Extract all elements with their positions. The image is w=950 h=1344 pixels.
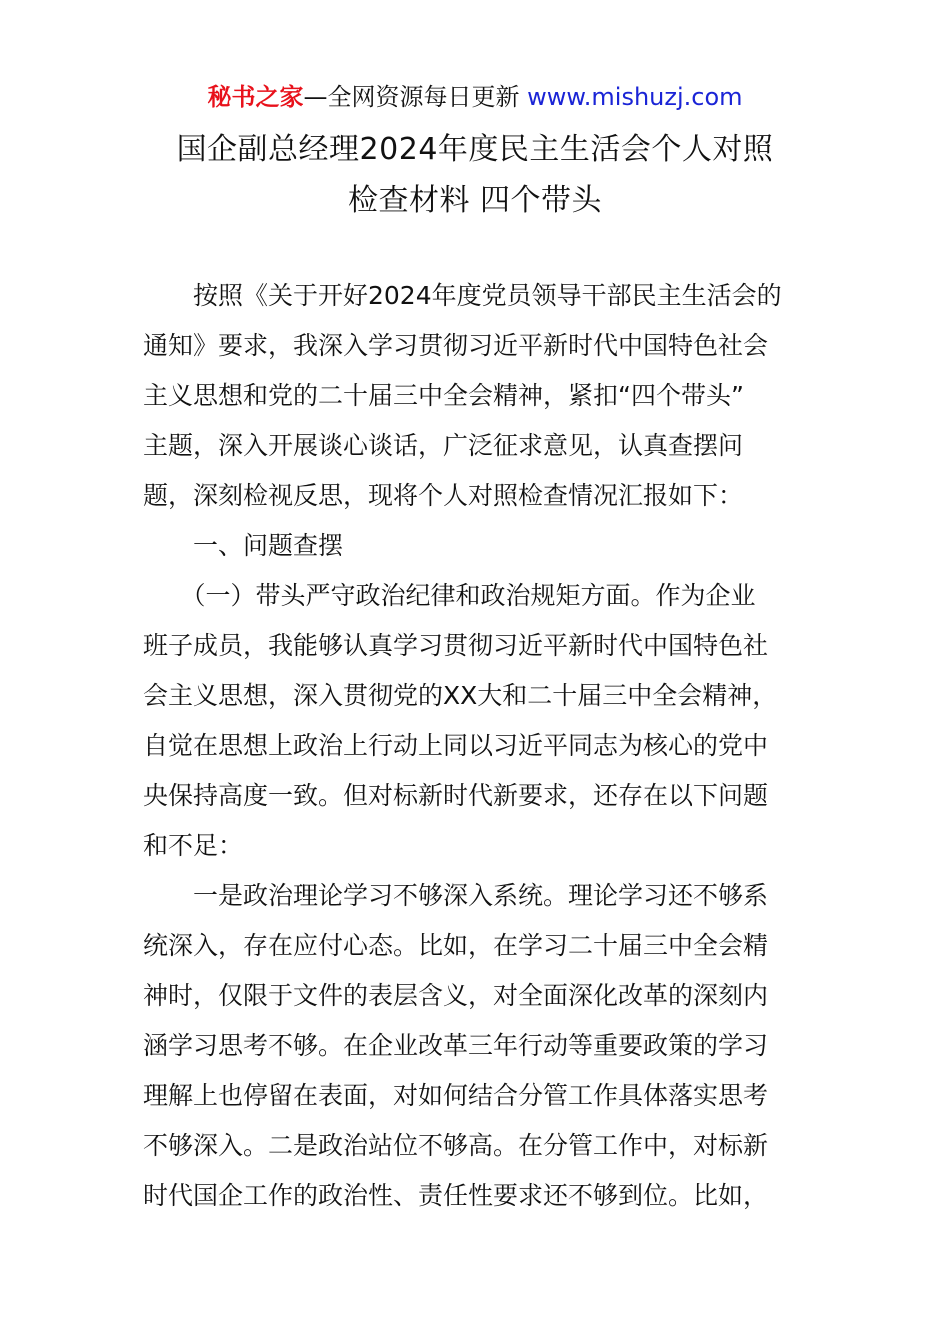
body-line: 主义思想和党的二十届三中全会精神，紧扣“四个带头” [143, 381, 744, 410]
body-line: 和不足： [143, 831, 244, 860]
section-heading: 一、问题查摆 [143, 531, 344, 560]
brand-name: 秘书之家 [207, 83, 304, 111]
document-body [143, 271, 808, 1221]
body-line: 理解上也停留在表面，对如何结合分管工作具体落实思考 [143, 1081, 769, 1110]
site-header [0, 80, 950, 114]
body-line: 统深入，存在应付心态。比如，在学习二十届三中全会精 [143, 931, 769, 960]
body-line: 通知》要求，我深入学习贯彻习近平新时代中国特色社会 [143, 331, 769, 360]
body-line: 自觉在思想上政治上行动上同以习近平同志为核心的党中 [143, 731, 769, 760]
title-line-1: 国企副总经理2024年度民主生活会个人对照 [176, 132, 774, 167]
body-line: 会主义思想，深入贯彻党的XX大和二十届三中全会精神， [143, 681, 778, 710]
header-tagline: —全网资源每日更新 [303, 83, 520, 111]
body-line: 神时，仅限于文件的表层含义，对全面深化改革的深刻内 [143, 981, 769, 1010]
body-line: 时代国企工作的政治性、责任性要求还不够到位。比如， [143, 1181, 769, 1210]
body-line: （一）带头严守政治纪律和政治规矩方面。作为企业 [143, 581, 756, 610]
body-line: 主题，深入开展谈心谈话，广泛征求意见，认真查摆问 [143, 431, 744, 460]
title-line-2: 检查材料 四个带头 [347, 183, 603, 218]
body-line: 按照《关于开好2024年度党员领导干部民主生活会的 [143, 281, 782, 310]
document-title [100, 124, 850, 226]
body-line: 一是政治理论学习不够深入系统。理论学习还不够系 [143, 881, 769, 910]
body-line: 涵学习思考不够。在企业改革三年行动等重要政策的学习 [143, 1031, 769, 1060]
body-line: 央保持高度一致。但对标新时代新要求，还存在以下问题 [143, 781, 769, 810]
site-url-link[interactable]: www.mishuzj.com [527, 83, 743, 111]
body-line: 不够深入。二是政治站位不够高。在分管工作中，对标新 [143, 1131, 769, 1160]
body-line: 题，深刻检视反思，现将个人对照检查情况汇报如下： [143, 481, 744, 510]
body-line: 班子成员，我能够认真学习贯彻习近平新时代中国特色社 [143, 631, 769, 660]
